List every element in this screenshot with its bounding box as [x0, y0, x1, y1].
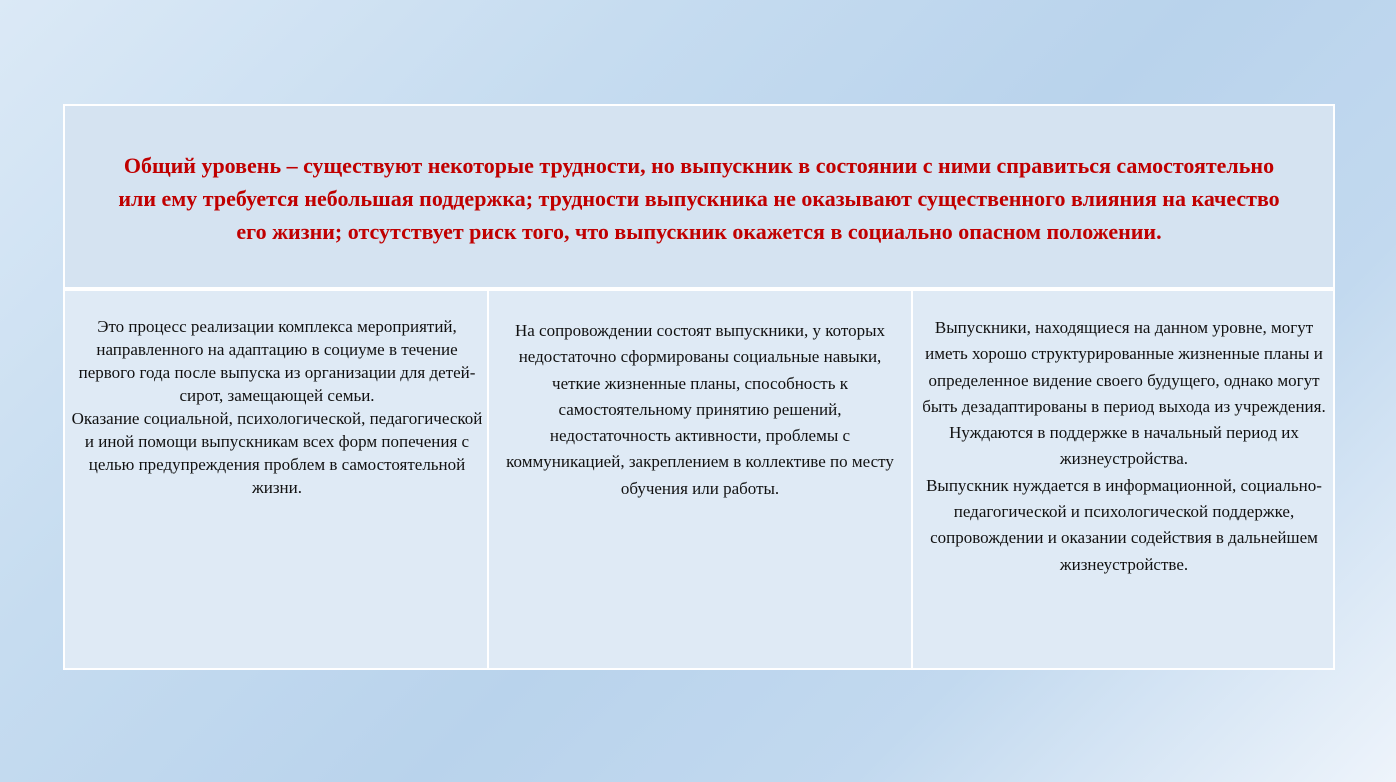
table-cell-needs [913, 291, 1333, 668]
header-text: Общий уровень – существуют некоторые трудности, но выпускник в состоянии с ними справиться самостоятельно или ему требуется небольшая поддержка; трудности выпускника не оказывают существенного влияния на качество его жизни; отсутствует риск того, что выпускник окажется в социально опасном положении. [118, 153, 1280, 244]
cell-1-paragraph-2: Оказание социальной, психологической, педагогической и иной помощи выпускникам всех форм попечения с целью предупреждения проблем в самостоятельной жизни. [71, 409, 483, 497]
table-row [65, 291, 1333, 668]
table-cell-target-group [489, 291, 913, 668]
cell-3-paragraph-1: Выпускники, находящиеся на данном уровне, могут иметь хорошо структурированные жизненные планы и определенное видение своего будущего, однако могут быть дезадаптированы в период выхода из учреждения. Нуждаются в поддержке в начальный период их жизнеустройства. [922, 318, 1326, 469]
info-table [63, 104, 1335, 670]
cell-3-paragraph-2: Выпускник нуждается в информационной, социально-педагогической и психологической поддержке, сопровождении и оказании содействия в дальнейшем жизнеустройстве. [926, 475, 1322, 574]
table-header-cell [65, 106, 1333, 291]
table-cell-definition [65, 291, 489, 668]
cell-1-paragraph-1: Это процесс реализации комплекса мероприятий, направленного на адаптацию в социуме в течение первого года после выпуска из организации для детей-сирот, замещающей семьи. [78, 317, 476, 405]
cell-2-paragraph-1: На сопровождении состоят выпускники, у которых недостаточно сформированы социальные навыки, четкие жизненные планы, способность к самостоятельному принятию решений, недостаточность активности, проблемы с коммуникацией, закреплением в коллективе по месту обучения или работы. [506, 321, 894, 498]
